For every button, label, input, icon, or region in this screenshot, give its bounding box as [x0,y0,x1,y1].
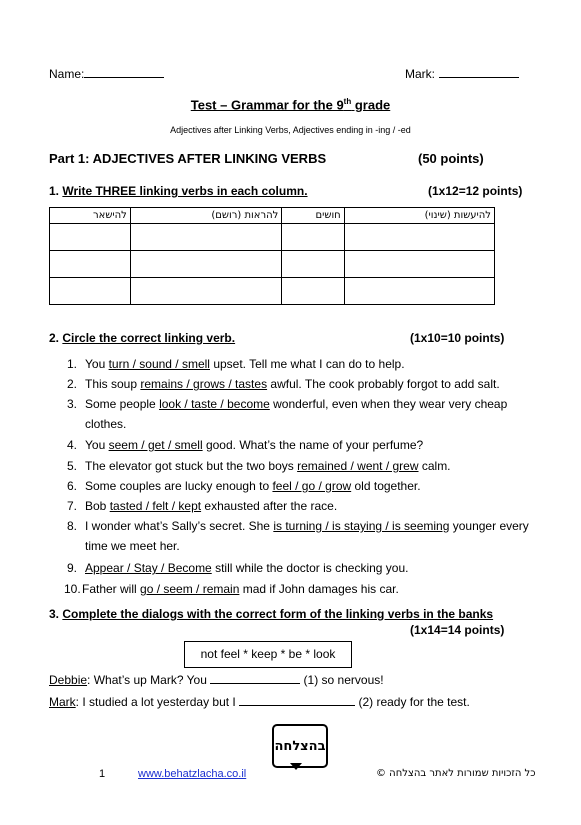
name-label: Name: [49,67,85,81]
speaker-name: Debbie [49,673,88,687]
q2-text: Circle the correct linking verb. [62,331,236,345]
item-text: awful. The cook probably forgot to add salt. [267,377,500,391]
item-number: 9. [67,561,78,575]
answer-cell[interactable] [282,224,344,251]
q2-item-continuation: clothes. [85,417,127,431]
site-logo: בהצלחה [272,724,328,768]
answer-cell[interactable] [130,278,281,305]
item-text: Some people [85,397,160,411]
q2-item [67,357,405,371]
item-text: calm. [418,459,451,473]
item-text: good. What’s the name of your perfume? [202,438,424,452]
verb-options[interactable]: go / seem / remain [140,582,240,596]
item-number: 10. [64,582,81,596]
page-title [0,97,581,112]
item-number: 8. [67,519,78,533]
site-link[interactable]: www.behatzlacha.co.il [138,768,247,780]
answer-cell[interactable] [130,224,281,251]
title-sup: th [343,97,352,106]
q2-item [67,479,421,493]
answer-cell[interactable] [282,251,344,278]
q1-text: Write THREE linking verbs in each column. [62,184,308,198]
q1-number: 1. [49,184,60,198]
q2-item [67,397,507,411]
answer-cell[interactable] [344,224,494,251]
verb-options[interactable]: remains / grows / tastes [140,377,268,391]
column-header: להישאר [50,208,131,224]
item-number: 3. [67,397,78,411]
dialog-text: : I studied a lot yesterday but I [75,695,240,709]
item-text: wonderful, even when they wear very cheap [269,397,508,411]
answer-cell[interactable] [344,251,494,278]
item-text: still while the doctor is checking you. [211,561,409,575]
column-header: להיעשות (שינוי) [344,208,494,224]
answer-blank[interactable] [210,683,300,684]
q2-points: (1x10=10 points) [410,331,505,345]
part1-heading: Part 1: ADJECTIVES AFTER LINKING VERBS [49,151,327,166]
item-number: 1. [67,357,78,371]
item-text: You [85,357,109,371]
q2-item-continuation: time we meet her. [85,539,180,553]
q2-item [67,561,409,575]
item-number: 4. [67,438,78,452]
copyright-notice: כל הזכויות שמורות לאתר בהצלחה © [376,768,536,779]
answer-blank[interactable] [239,705,355,706]
item-number: 7. [67,499,78,513]
q3-instruction [49,607,493,621]
mark-field[interactable] [405,67,519,81]
name-blank[interactable] [84,77,164,78]
q3-points: (1x14=14 points) [410,623,505,637]
verb-options[interactable]: tasted / felt / kept [109,499,202,513]
dialog-text: (2) ready for the test. [355,695,470,709]
linking-verbs-table [49,207,495,305]
title-text: Test – Grammar for the 9 [190,97,344,113]
verb-options[interactable]: turn / sound / smell [108,357,210,371]
speaker-name: Mark [49,695,76,709]
item-text: This soup [85,377,141,391]
q3-text: Complete the dialogs with the correct form of the linking verbs in the banks [62,607,494,621]
verb-options[interactable]: seem / get / smell [108,438,203,452]
column-header: להראות (רושם) [130,208,281,224]
page-number: 1 [99,768,106,780]
item-text: exhausted after the race. [201,499,338,513]
answer-cell[interactable] [344,278,494,305]
q1-points: (1x12=12 points) [428,184,523,198]
answer-cell[interactable] [130,251,281,278]
dialog-text: (1) so nervous! [300,673,384,687]
item-number: 2. [67,377,78,391]
item-text: Father will [82,582,141,596]
item-text: Some couples are lucky enough to [85,479,273,493]
verb-options[interactable]: look / taste / become [159,397,270,411]
word-bank: not feel * keep * be * look [184,641,352,668]
q2-item [67,499,337,513]
answer-cell[interactable] [50,224,131,251]
item-number: 6. [67,479,78,493]
verb-options[interactable]: feel / go / grow [272,479,352,493]
q2-item [67,459,451,473]
item-text: old together. [351,479,421,493]
q1-instruction [49,184,308,198]
item-text: The elevator got stuck but the two boys [85,459,298,473]
q2-item [67,519,529,533]
q2-item [67,438,423,452]
page-subtitle: Adjectives after Linking Verbs, Adjectives ending in -ing / -ed [170,125,411,135]
logo-tail-shape [290,763,302,770]
item-text: I wonder what’s Sally’s secret. She [85,519,274,533]
q2-item [67,377,500,391]
q3-number: 3. [49,607,60,621]
part1-points: (50 points) [418,151,484,166]
item-text: Bob [85,499,110,513]
item-text: mad if John damages his car. [239,582,399,596]
verb-options[interactable]: Appear / Stay / Become [85,561,212,575]
answer-cell[interactable] [282,278,344,305]
item-text: upset. Tell me what I can do to help. [209,357,405,371]
verb-options[interactable]: remained / went / grew [297,459,419,473]
answer-cell[interactable] [50,251,131,278]
q2-instruction [49,331,235,345]
verb-options[interactable]: is turning / is staying / is seeming [273,519,450,533]
item-text: younger every [449,519,529,533]
dialog-line [49,695,470,709]
title-suffix: grade [351,97,391,113]
q2-number: 2. [49,331,60,345]
mark-blank[interactable] [439,77,519,78]
name-field[interactable] [49,67,164,81]
column-header: חושים [282,208,344,224]
dialog-text: : What’s up Mark? You [87,673,211,687]
answer-cell[interactable] [50,278,131,305]
item-text: You [85,438,109,452]
q2-item [64,582,399,596]
item-number: 5. [67,459,78,473]
dialog-line [49,673,384,687]
mark-label: Mark: [405,67,435,81]
